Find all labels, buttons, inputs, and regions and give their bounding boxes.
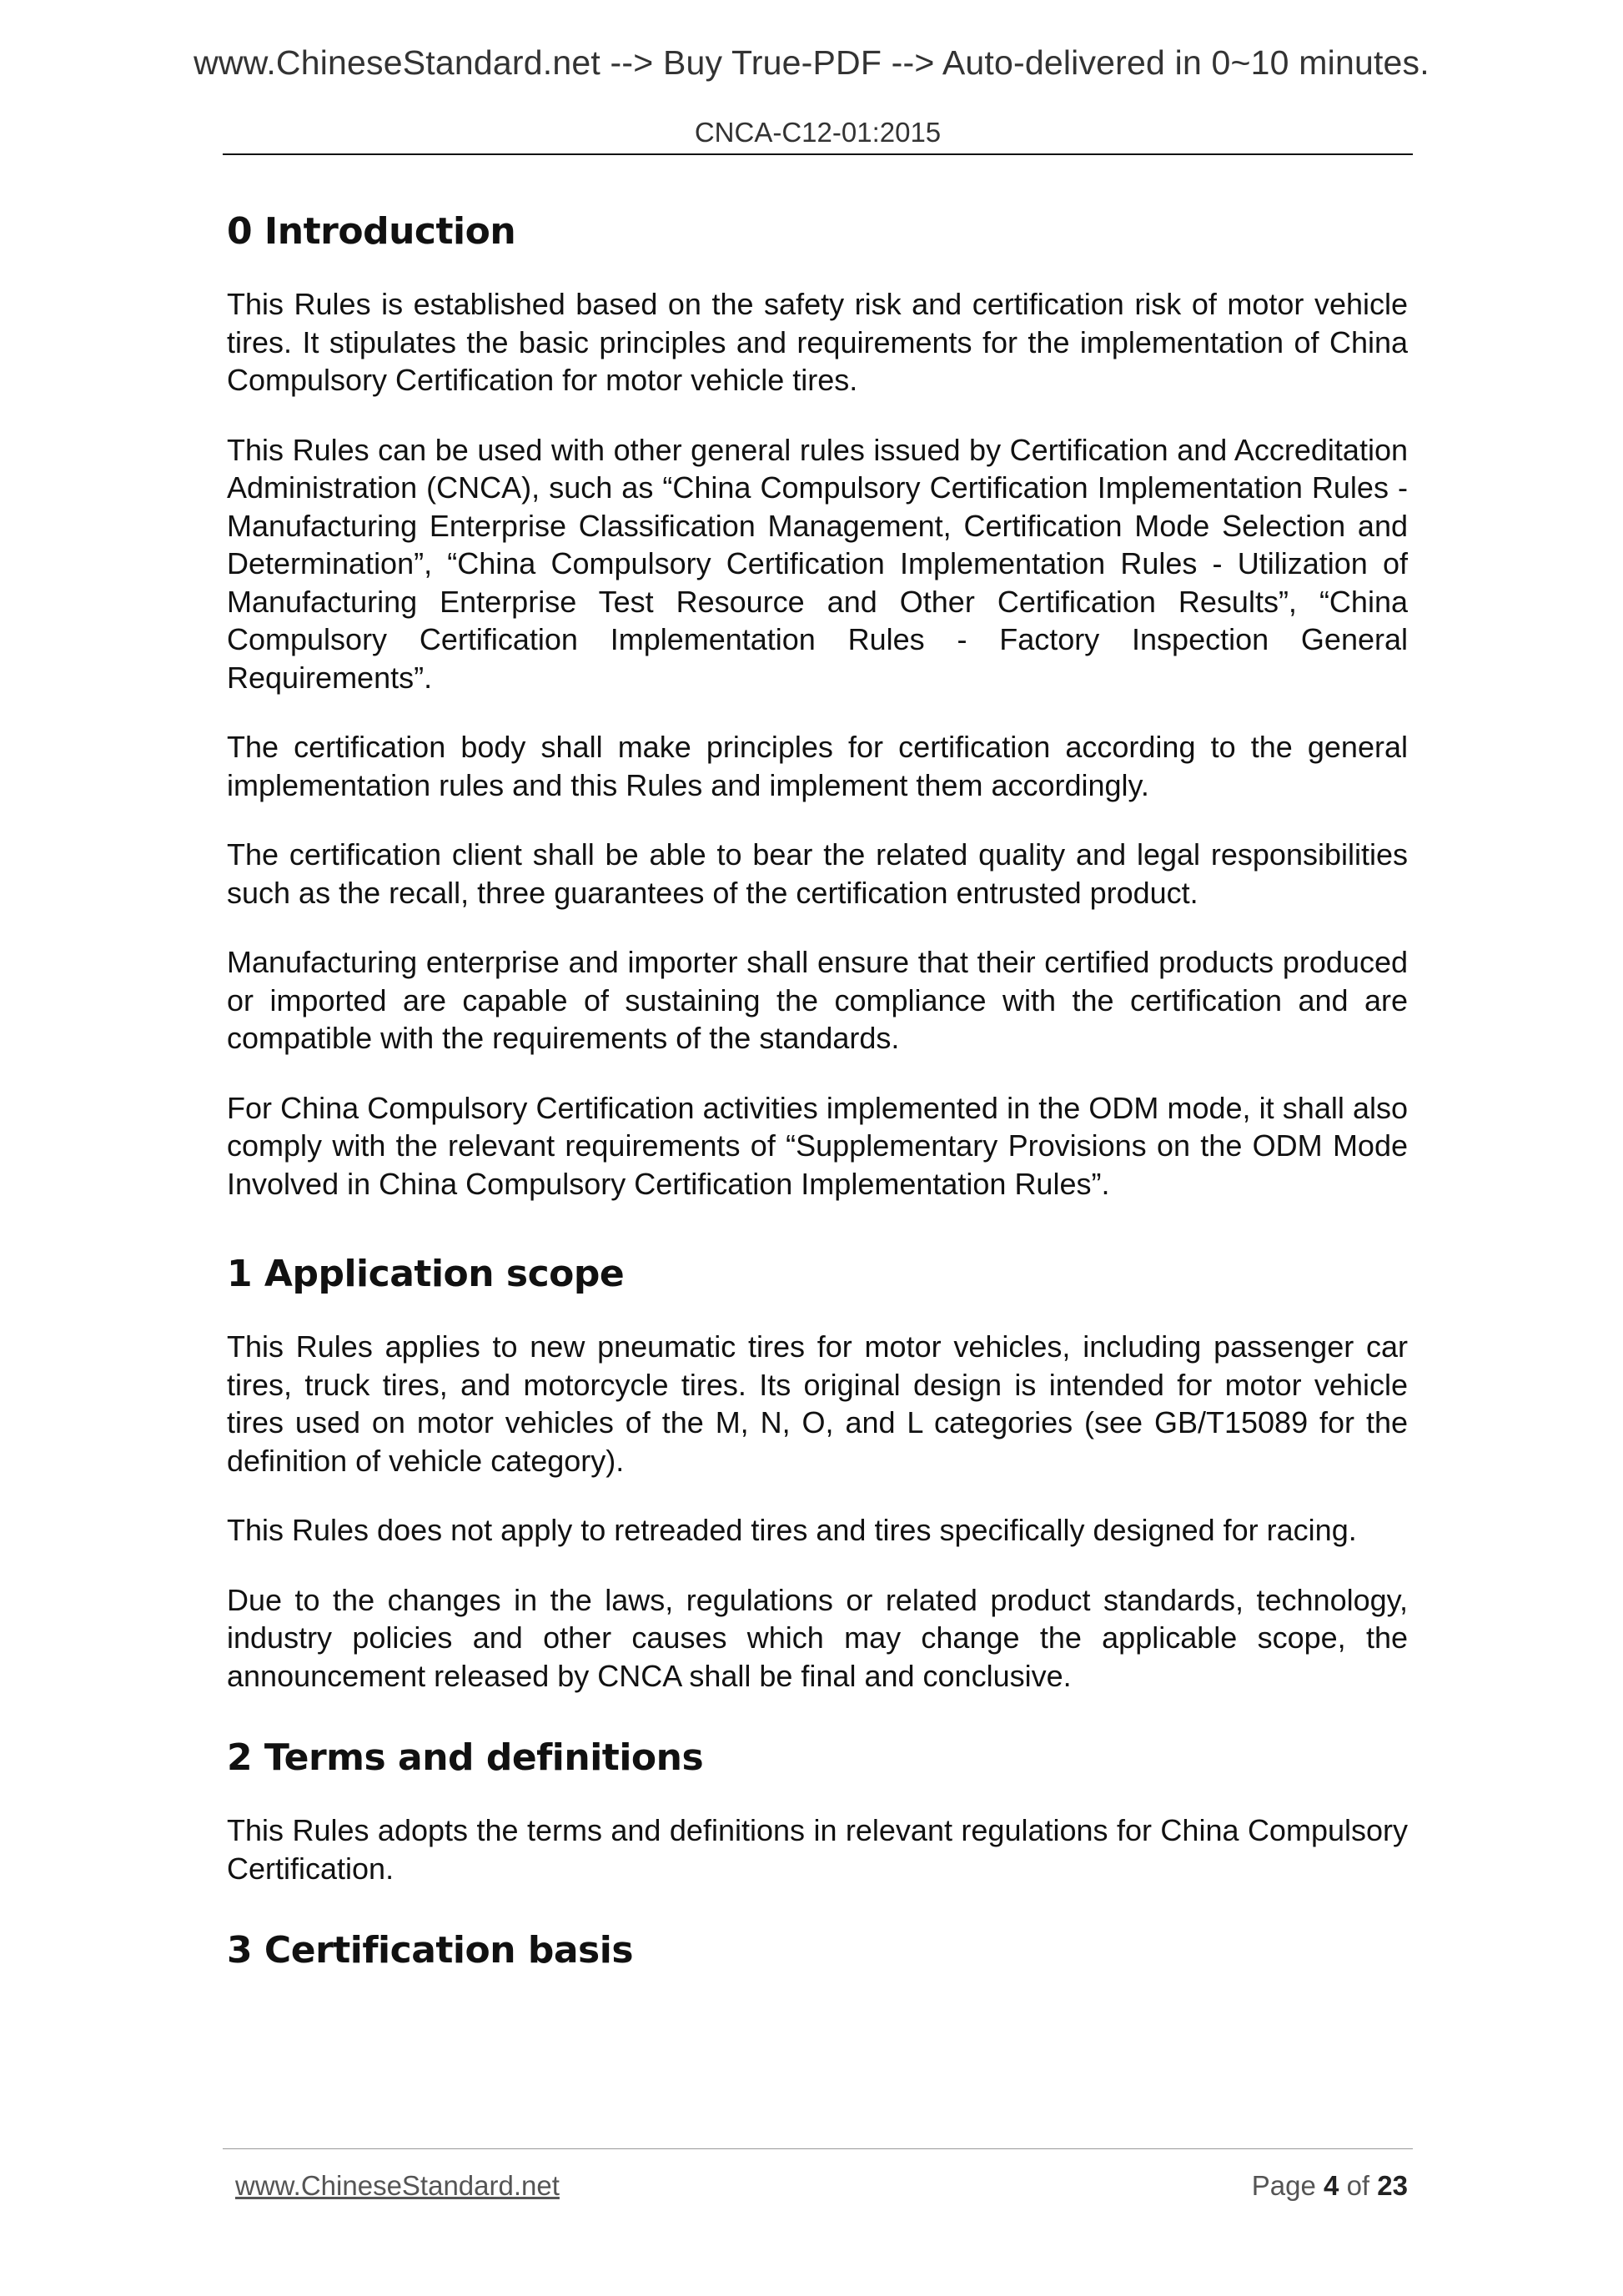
page-prefix: Page: [1251, 2170, 1316, 2201]
paragraph: The certification client shall be able to bear the related quality and legal responsibilities such as the recall, three guarantees of the certification entrusted product.: [227, 837, 1408, 910]
paragraph: This Rules applies to new pneumatic tires for motor vehicles, including passenger car tires, truck tires, and motorcycle tires. Its original design is intended for motor vehicle tires used on motor vehicles of the M, N, O, and L categories (see GB/T15089 for the definition of vehicle category).: [227, 1329, 1408, 1478]
header-divider: [223, 153, 1413, 155]
document-code: CNCA-C12-01:2015: [694, 117, 942, 148]
section-heading-terms-and-definitions: 2 Terms and definitions: [227, 1736, 704, 1779]
page-number: [1252, 2170, 1408, 2202]
paragraph: This Rules adopts the terms and definitions in relevant regulations for China Compulsory Certification.: [227, 1813, 1408, 1886]
top-banner: www.ChineseStandard.net --> Buy True-PDF --> Auto-delivered in 0~10 minutes.: [193, 43, 1430, 82]
page-content: [227, 188, 1408, 1972]
paragraph: For China Compulsory Certification activities implemented in the ODM mode, it shall also comply with the relevant requirements of “Supplementary Provisions on the ODM Mode Involved in China Compulsory Certification Implementation Rules”.: [227, 1090, 1408, 1201]
paragraph: This Rules can be used with other general rules issued by Certification and Accreditation Administration (CNCA), such as “China Compulsory Certification Implementation Rules - Manufacturing Enterprise Classification Management, Certification Mode Selection and Determination”, “China Compulsory Certification Implementation Rules - Utilization of Manufacturing Enterprise Test Resource and Other Certification Results”, “China Compulsory Certification Implementation Rules - Factory Inspection General Requirements”.: [227, 432, 1408, 695]
page-current: 4: [1324, 2170, 1339, 2201]
section-heading-certification-basis: 3 Certification basis: [227, 1929, 634, 1972]
paragraph: The certification body shall make principles for certification according to the general implementation rules and this Rules and implement them accordingly.: [227, 730, 1408, 802]
footer-website-link[interactable]: www.ChineseStandard.net: [235, 2170, 560, 2201]
page-total: 23: [1377, 2170, 1408, 2201]
paragraph: Due to the changes in the laws, regulations or related product standards, technology, industry policies and other causes which may change the applicable scope, the announcement released by CNCA shall be final and conclusive.: [227, 1582, 1408, 1693]
section-heading-introduction: 0 Introduction: [227, 210, 516, 253]
paragraph: Manufacturing enterprise and importer shall ensure that their certified products produced or imported are capable of sustaining the compliance with the certification and are compatible with the requirements of the standards.: [227, 945, 1408, 1055]
paragraph: This Rules is established based on the safety risk and certification risk of motor vehicle tires. It stipulates the basic principles and requirements for the implementation of China Compulsory Certification for motor vehicle tires.: [227, 287, 1408, 397]
footer-divider: [223, 2148, 1413, 2149]
page-separator: of: [1346, 2170, 1370, 2201]
paragraph: This Rules does not apply to retreaded tires and tires specifically designed for racing.: [227, 1513, 1357, 1547]
section-heading-application-scope: 1 Application scope: [227, 1253, 625, 1295]
